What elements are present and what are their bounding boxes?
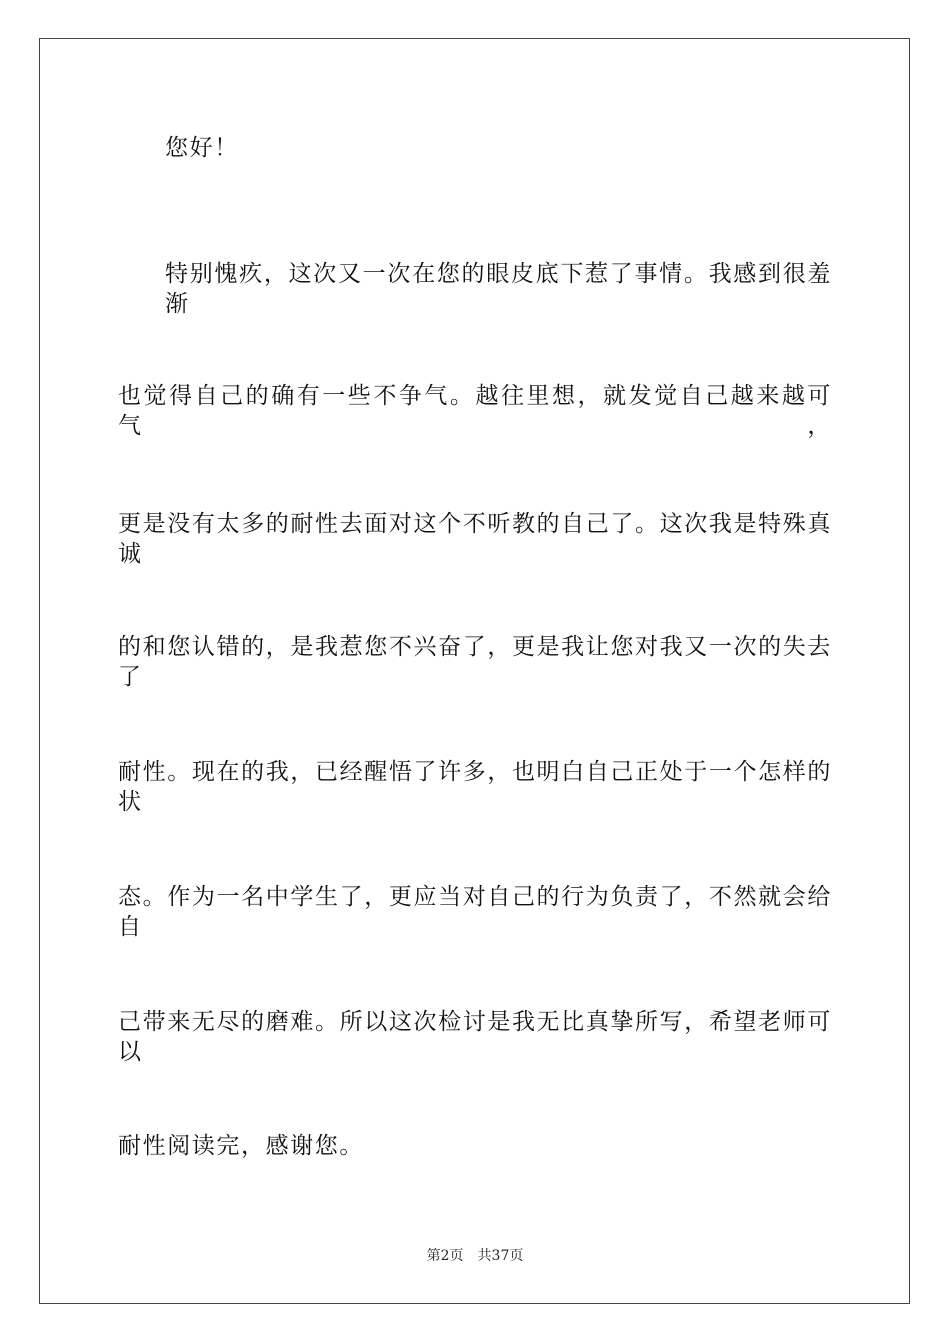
paragraph-line-7: 己带来无尽的磨难。所以这次检讨是我无比真挚所写，希望老师可以 — [118, 1009, 832, 1065]
greeting: 您好！ — [165, 135, 239, 161]
paragraph-line-8: 耐性阅读完，感谢您。 — [118, 1133, 364, 1159]
page-number: 第2页 — [426, 1248, 464, 1264]
page-footer — [0, 1247, 950, 1265]
paragraph-line-2: 也觉得自己的确有一些不争气。越往里想，就发觉自己越来越可气， — [118, 383, 832, 439]
paragraph-line-4: 的和您认错的，是我惹您不兴奋了，更是我让您对我又一次的失去了 — [118, 634, 832, 690]
paragraph-line-6: 态。作为一名中学生了，更应当对自己的行为负责了，不然就会给自 — [118, 884, 832, 940]
paragraph-line-3: 更是没有太多的耐性去面对这个不听教的自己了。这次我是特殊真诚 — [118, 511, 832, 567]
page-total: 共37页 — [477, 1248, 524, 1264]
paragraph-line-1: 特别愧疚，这次又一次在您的眼皮底下惹了事情。我感到很羞渐 — [165, 261, 832, 317]
paragraph-line-5: 耐性。现在的我，已经醒悟了许多，也明白自己正处于一个怎样的状 — [118, 759, 832, 815]
